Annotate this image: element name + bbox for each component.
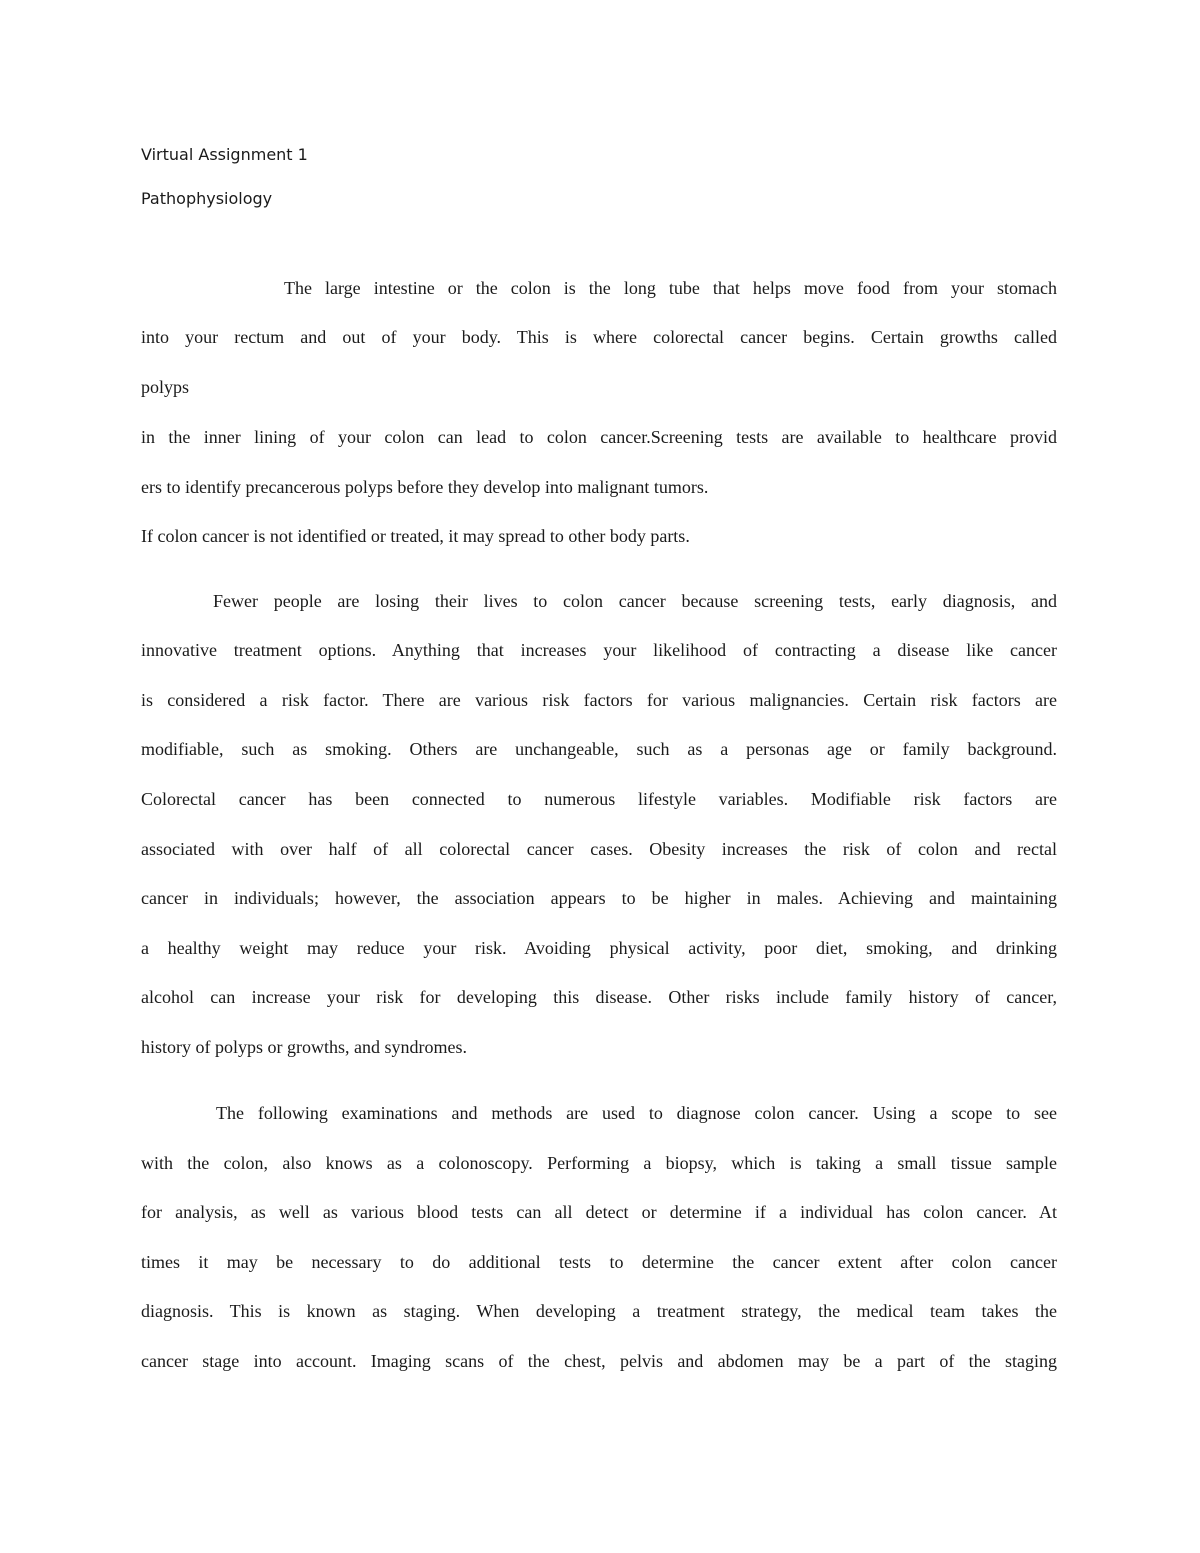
- text-line: The large intestine or the colon is the long tube that helps move food from your stomach: [284, 278, 1057, 298]
- text-line: Fewer people are losing their lives to colon cancer because screening tests, early diagnosis, and: [213, 591, 1057, 611]
- text-line: polyps: [141, 377, 190, 397]
- text-line: is considered a risk factor. There are various risk factors for various malignancies. Certain risk factors are: [141, 690, 1057, 710]
- subject-heading: Pathophysiology: [141, 189, 273, 208]
- text-line: history of polyps or growths, and syndromes.: [141, 1037, 467, 1057]
- text-line: diagnosis. This is known as staging. When developing a treatment strategy, the medical team takes the: [141, 1301, 1057, 1321]
- text-line: with the colon, also knows as a colonoscopy. Performing a biopsy, which is taking a small tissue sample: [141, 1153, 1057, 1173]
- text-line: The following examinations and methods are used to diagnose colon cancer. Using a scope to see: [216, 1103, 1057, 1123]
- text-line: associated with over half of all colorectal cancer cases. Obesity increases the risk of colon and rectal: [141, 839, 1057, 859]
- text-line: into your rectum and out of your body. This is where colorectal cancer begins. Certain growths called: [141, 327, 1057, 347]
- text-line: Colorectal cancer has been connected to numerous lifestyle variables. Modifiable risk factors are: [141, 789, 1057, 809]
- text-line: ers to identify precancerous polyps before they develop into malignant tumors.: [141, 477, 709, 497]
- text-line: in the inner lining of your colon can lead to colon cancer.Screening tests are available to healthcare provid: [141, 427, 1057, 447]
- text-line: innovative treatment options. Anything that increases your likelihood of contracting a disease like cancer: [141, 640, 1057, 660]
- text-line: cancer stage into account. Imaging scans of the chest, pelvis and abdomen may be a part of the staging: [141, 1351, 1057, 1371]
- text-line: If colon cancer is not identified or treated, it may spread to other body parts.: [141, 526, 690, 546]
- text-line: for analysis, as well as various blood tests can all detect or determine if a individual has colon cancer. At: [141, 1202, 1057, 1222]
- text-line: cancer in individuals; however, the association appears to be higher in males. Achieving and maintaining: [141, 888, 1057, 908]
- text-line: a healthy weight may reduce your risk. Avoiding physical activity, poor diet, smoking, and drinking: [141, 938, 1057, 958]
- text-line: modifiable, such as smoking. Others are unchangeable, such as a personas age or family background.: [141, 739, 1057, 759]
- text-line: alcohol can increase your risk for developing this disease. Other risks include family history of cancer,: [141, 987, 1057, 1007]
- text-line: times it may be necessary to do additional tests to determine the cancer extent after colon cancer: [141, 1252, 1057, 1272]
- assignment-title: Virtual Assignment 1: [141, 145, 308, 164]
